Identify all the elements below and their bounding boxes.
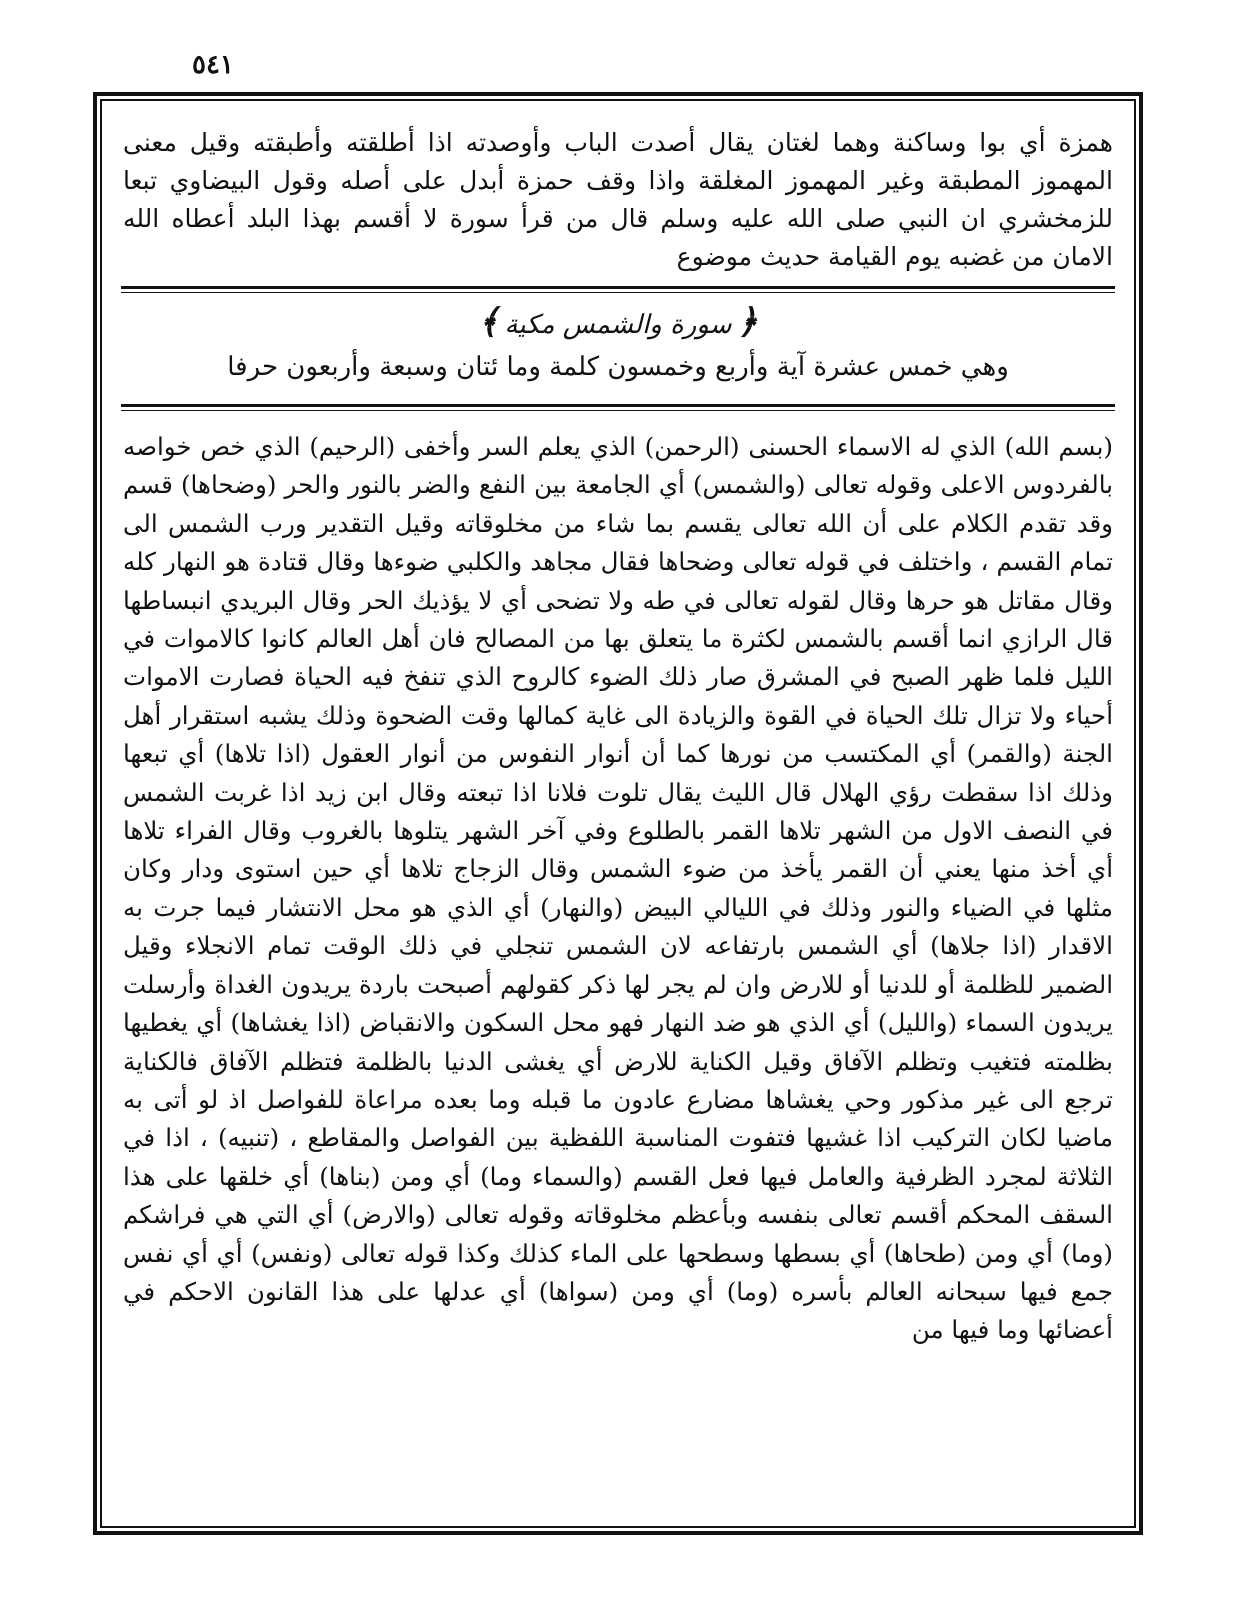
heading-close-bracket: ﴾ xyxy=(478,302,499,342)
commentary-body xyxy=(123,428,1113,1350)
surah-info-line: وهي خمس عشرة آية وأربع وخمسون كلمة وما ئتان وسبعة وأربعون حرفا xyxy=(227,352,1009,382)
intro-paragraph: همزة أي بوا وساكنة وهما لغتان يقال أصدت الباب وأوصدته اذا أطلقته وأطبقته وقيل معنى المهموز المطبقة وغير المهموز المغلقة واذا وقف حمزة أبدل على أصله وقول البيضاوي تبعا للزمخشري ان النبي صلى الله عليه وسلم قال من قرأ سورة لا أقسم بهذا البلد أعطاه الله الامان من غضبه يوم القيامة حديث موضوع xyxy=(123,128,1113,271)
surah-title: سورة والشمس مكية xyxy=(504,310,732,340)
page-number: ٥٤١ xyxy=(192,50,234,80)
surah-heading xyxy=(97,301,1139,342)
divider-rule-top xyxy=(121,286,1115,289)
divider-rule-bottom-thin xyxy=(121,410,1115,411)
divider-rule-bottom xyxy=(121,404,1115,407)
divider-rule-top-thin xyxy=(121,292,1115,293)
commentary-text: (بسم الله) الذي له الاسماء الحسنى (الرحمن) الذي يعلم السر وأخفى (الرحيم) الذي خص خواصه بالفردوس الاعلى وقوله تعالى (والشمس) أي الجامعة بين النفع والضر بالنور والحر (وضحاها) قسم وقد تقدم الكلام على أن الله تعالى يقسم بما شاء من مخلوقاته وقيل التقدير ورب الشمس الى تمام القسم ، واختلف في قوله تعالى وضحاها فقال مجاهد والكلبي ضوءها وقال قتادة هو النهار كله وقال مقاتل هو حرها وقال لقوله تعالى في طه ولا تضحى أي لا يؤذيك الحر وقال البريدي انبساطها قال الرازي انما أقسم بالشمس لكثرة ما يتعلق بها من المصالح فان أهل العالم كانوا كالاموات في الليل فلما ظهر الصبح في المشرق صار ذلك الضوء كالروح الذي تنفخ فيه الحياة فصارت الاموات أحياء ولا تزال تلك الحياة في القوة والزيادة الى غاية كمالها وقت الضحوة وذلك يشبه استقرار أهل الجنة (والقمر) أي المكتسب من نورها كما أن أنوار النفوس من أنوار العقول (اذا تلاها) أي تبعها وذلك اذا سقطت رؤي الهلال قال الليث يقال تلوت فلانا اذا تبعته وقال ابن زيد اذا غربت الشمس في النصف الاول من الشهر تلاها القمر بالطلوع وفي آخر الشهر يتلوها بالغروب وقال الفراء تلاها أي أخذ منها يعني أن القمر يأخذ من ضوء الشمس وقال الزجاج تلاها أي حين استوى ودار وكان مثلها في الضياء والنور وذلك في الليالي البيض (والنهار) أي الذي هو محل الانتشار فيما جرت به الاقدار (اذا جلاها) أي الشمس بارتفاعه لان الشمس تنجلي في ذلك الوقت تمام الانجلاء وقيل الضمير للظلمة أو للدنيا أو للارض وان لم يجر لها ذكر كقولهم أصبحت باردة يريدون الغداة وأرسلت يريدون السماء (والليل) أي الذي هو ضد النهار فهو محل السكون والانقباض (اذا يغشاها) أي يغطيها بظلمته فتغيب وتظلم الآفاق وقيل الكناية للارض أي يغشى الدنيا بالظلمة فتظلم الآفاق فالكناية ترجع الى غير مذكور وحي يغشاها مضارع عادون ما قبله وما بعده مراعاة للفواصل اذ لو أتى به ماضيا لكان التركيب اذا غشيها فتفوت المناسبة اللفظية بين الفواصل والمقاطع ، (تنبيه) ، اذا في الثلاثة لمجرد الظرفية والعامل فيها فعل القسم (والسماء وما) أي ومن (بناها) أي خلقها على هذا السقف المحكم أقسم تعالى بنفسه وبأعظم مخلوقاته وقوله تعالى (والارض) أي التي هي فراشكم (وما) أي ومن (طحاها) أي بسطها وسطحها على الماء كذلك وكذا قوله تعالى (ونفس) أي أي نفس جمع فيها سبحانه العالم بأسره (وما) أي ومن (سواها) أي عدلها على هذا القانون الاحكم في أعضائها وما فيها من xyxy=(123,432,1113,1345)
heading-open-bracket: ﴿ xyxy=(737,302,758,342)
page-frame xyxy=(93,92,1143,1535)
